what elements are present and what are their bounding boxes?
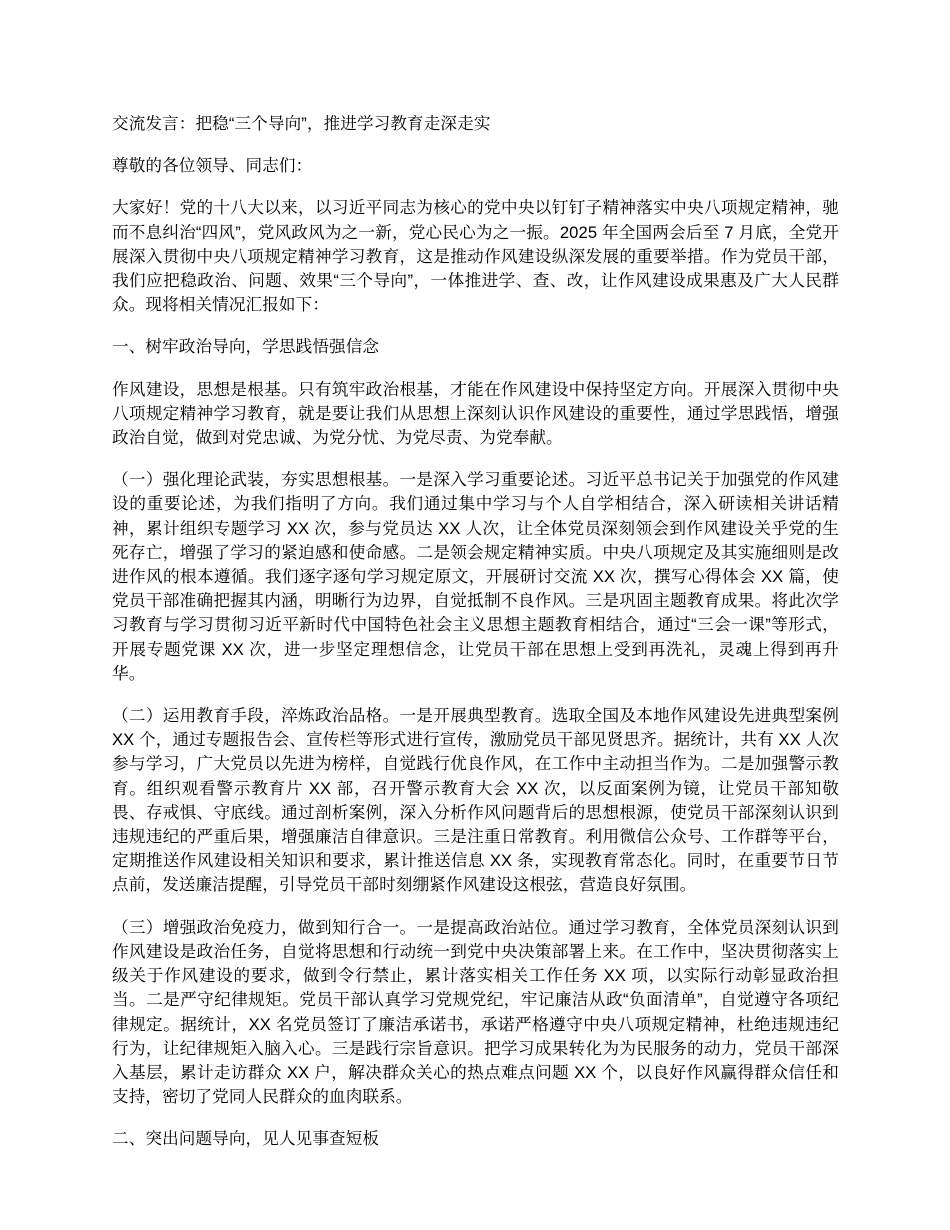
document-body (112, 112, 839, 1152)
section-1-subsection-2: （二）运用教育手段，淬炼政治品格。一是开展典型教育。选取全国及本地作风建设先进典型案例 XX 个，通过专题报告会、宣传栏等形式进行宣传，激励党员干部见贤思齐。据统计，共有 XX 人次参与学习，广大党员以先进为榜样，自觉践行优良作风，在工作中主动担当作为。二是加强警示教育。组织观看警示教育片 XX 部，召开警示教育大会 XX 次，以反面案例为镜，让党员干部知敬畏、存戒惧、守底线。通过剖析案例，深入分析作风问题背后的思想根源，使党员干部深刻认识到违规违纪的严重后果，增强廉洁自律意识。三是注重日常教育。利用微信公众号、工作群等平台，定期推送作风建设相关知识和要求，累计推送信息 XX 条，实现教育常态化。同时，在重要节日节点前，发送廉洁提醒，引导党员干部时刻绷紧作风建设这根弦，营造良好氛围。 (112, 706, 839, 895)
salutation: 尊敬的各位领导、同志们： (112, 156, 313, 176)
opening-paragraph: 大家好！党的十八大以来，以习近平同志为核心的党中央以钉钉子精神落实中央八项规定精神，驰而不息纠治“四风”，党风政风为之一新，党心民心为之一振。2025 年全国两会后至 7 月底，全党开展深入贯彻中央八项规定精神学习教育，这是推动作风建设纵深发展的重要举措。作为党员干部，我们应把稳政治、问题、效果“三个导向”，一体推进学、查、改，让作风建设成果惠及广大人民群众。现将相关情况汇报如下： (112, 198, 839, 315)
section-1-subsection-3: （三）增强政治免疫力，做到知行合一。一是提高政治站位。通过学习教育，全体党员深刻认识到作风建设是政治任务，自觉将思想和行动统一到党中央决策部署上来。在工作中，坚决贯彻落实上级关于作风建设的要求，做到令行禁止，累计落实相关工作任务 XX 项，以实际行动彰显政治担当。二是严守纪律规矩。党员干部认真学习党规党纪，牢记廉洁从政“负面清单”，自觉遵守各项纪律规定。据统计，XX 名党员签订了廉洁承诺书，承诺严格遵守中央八项规定精神，杜绝违规违纪行为，让纪律规矩入脑入心。三是践行宗旨意识。把学习成果转化为为民服务的动力，党员干部深入基层，累计走访群众 XX 户，解决群众关心的热点难点问题 XX 个，以良好作风赢得群众信任和支持，密切了党同人民群众的血肉联系。 (112, 917, 839, 1107)
section-heading-2: 二、突出问题导向，见人见事查短板 (112, 1129, 380, 1149)
document-title: 交流发言：把稳“三个导向”，推进学习教育走深走实 (112, 114, 491, 133)
section-1-subsection-1: （一）强化理论武装，夯实思想根基。一是深入学习重要论述。习近平总书记关于加强党的作风建设的重要论述，为我们指明了方向。我们通过集中学习与个人自学相结合，深入研读相关讲话精神，累计组织专题学习 XX 次，参与党员达 XX 人次，让全体党员深刻领会到作风建设关乎党的生死存亡，增强了学习的紧迫感和使命感。二是领会规定精神实质。中央八项规定及其实施细则是改进作风的根本遵循。我们逐字逐句学习规定原文，开展研讨交流 XX 次，撰写心得体会 XX 篇，使党员干部准确把握其内涵，明晰行为边界，自觉抵制不良作风。三是巩固主题教育成果。将此次学习教育与学习贯彻习近平新时代中国特色社会主义思想主题教育相结合，通过“三会一课”等形式，开展专题党课 XX 次，进一步坚定理想信念，让党员干部在思想上受到再洗礼，灵魂上得到再升华。 (112, 470, 839, 683)
section-heading-1: 一、树牢政治导向，学思践悟强信念 (112, 337, 380, 357)
section-1-intro-paragraph: 作风建设，思想是根基。只有筑牢政治根基，才能在作风建设中保持坚定方向。开展深入贯彻中央八项规定精神学习教育，就是要让我们从思想上深刻认识作风建设的重要性，通过学思践悟，增强政治自觉，做到对党忠诚、为党分忧、为党尽责、为党奉献。 (112, 379, 839, 448)
